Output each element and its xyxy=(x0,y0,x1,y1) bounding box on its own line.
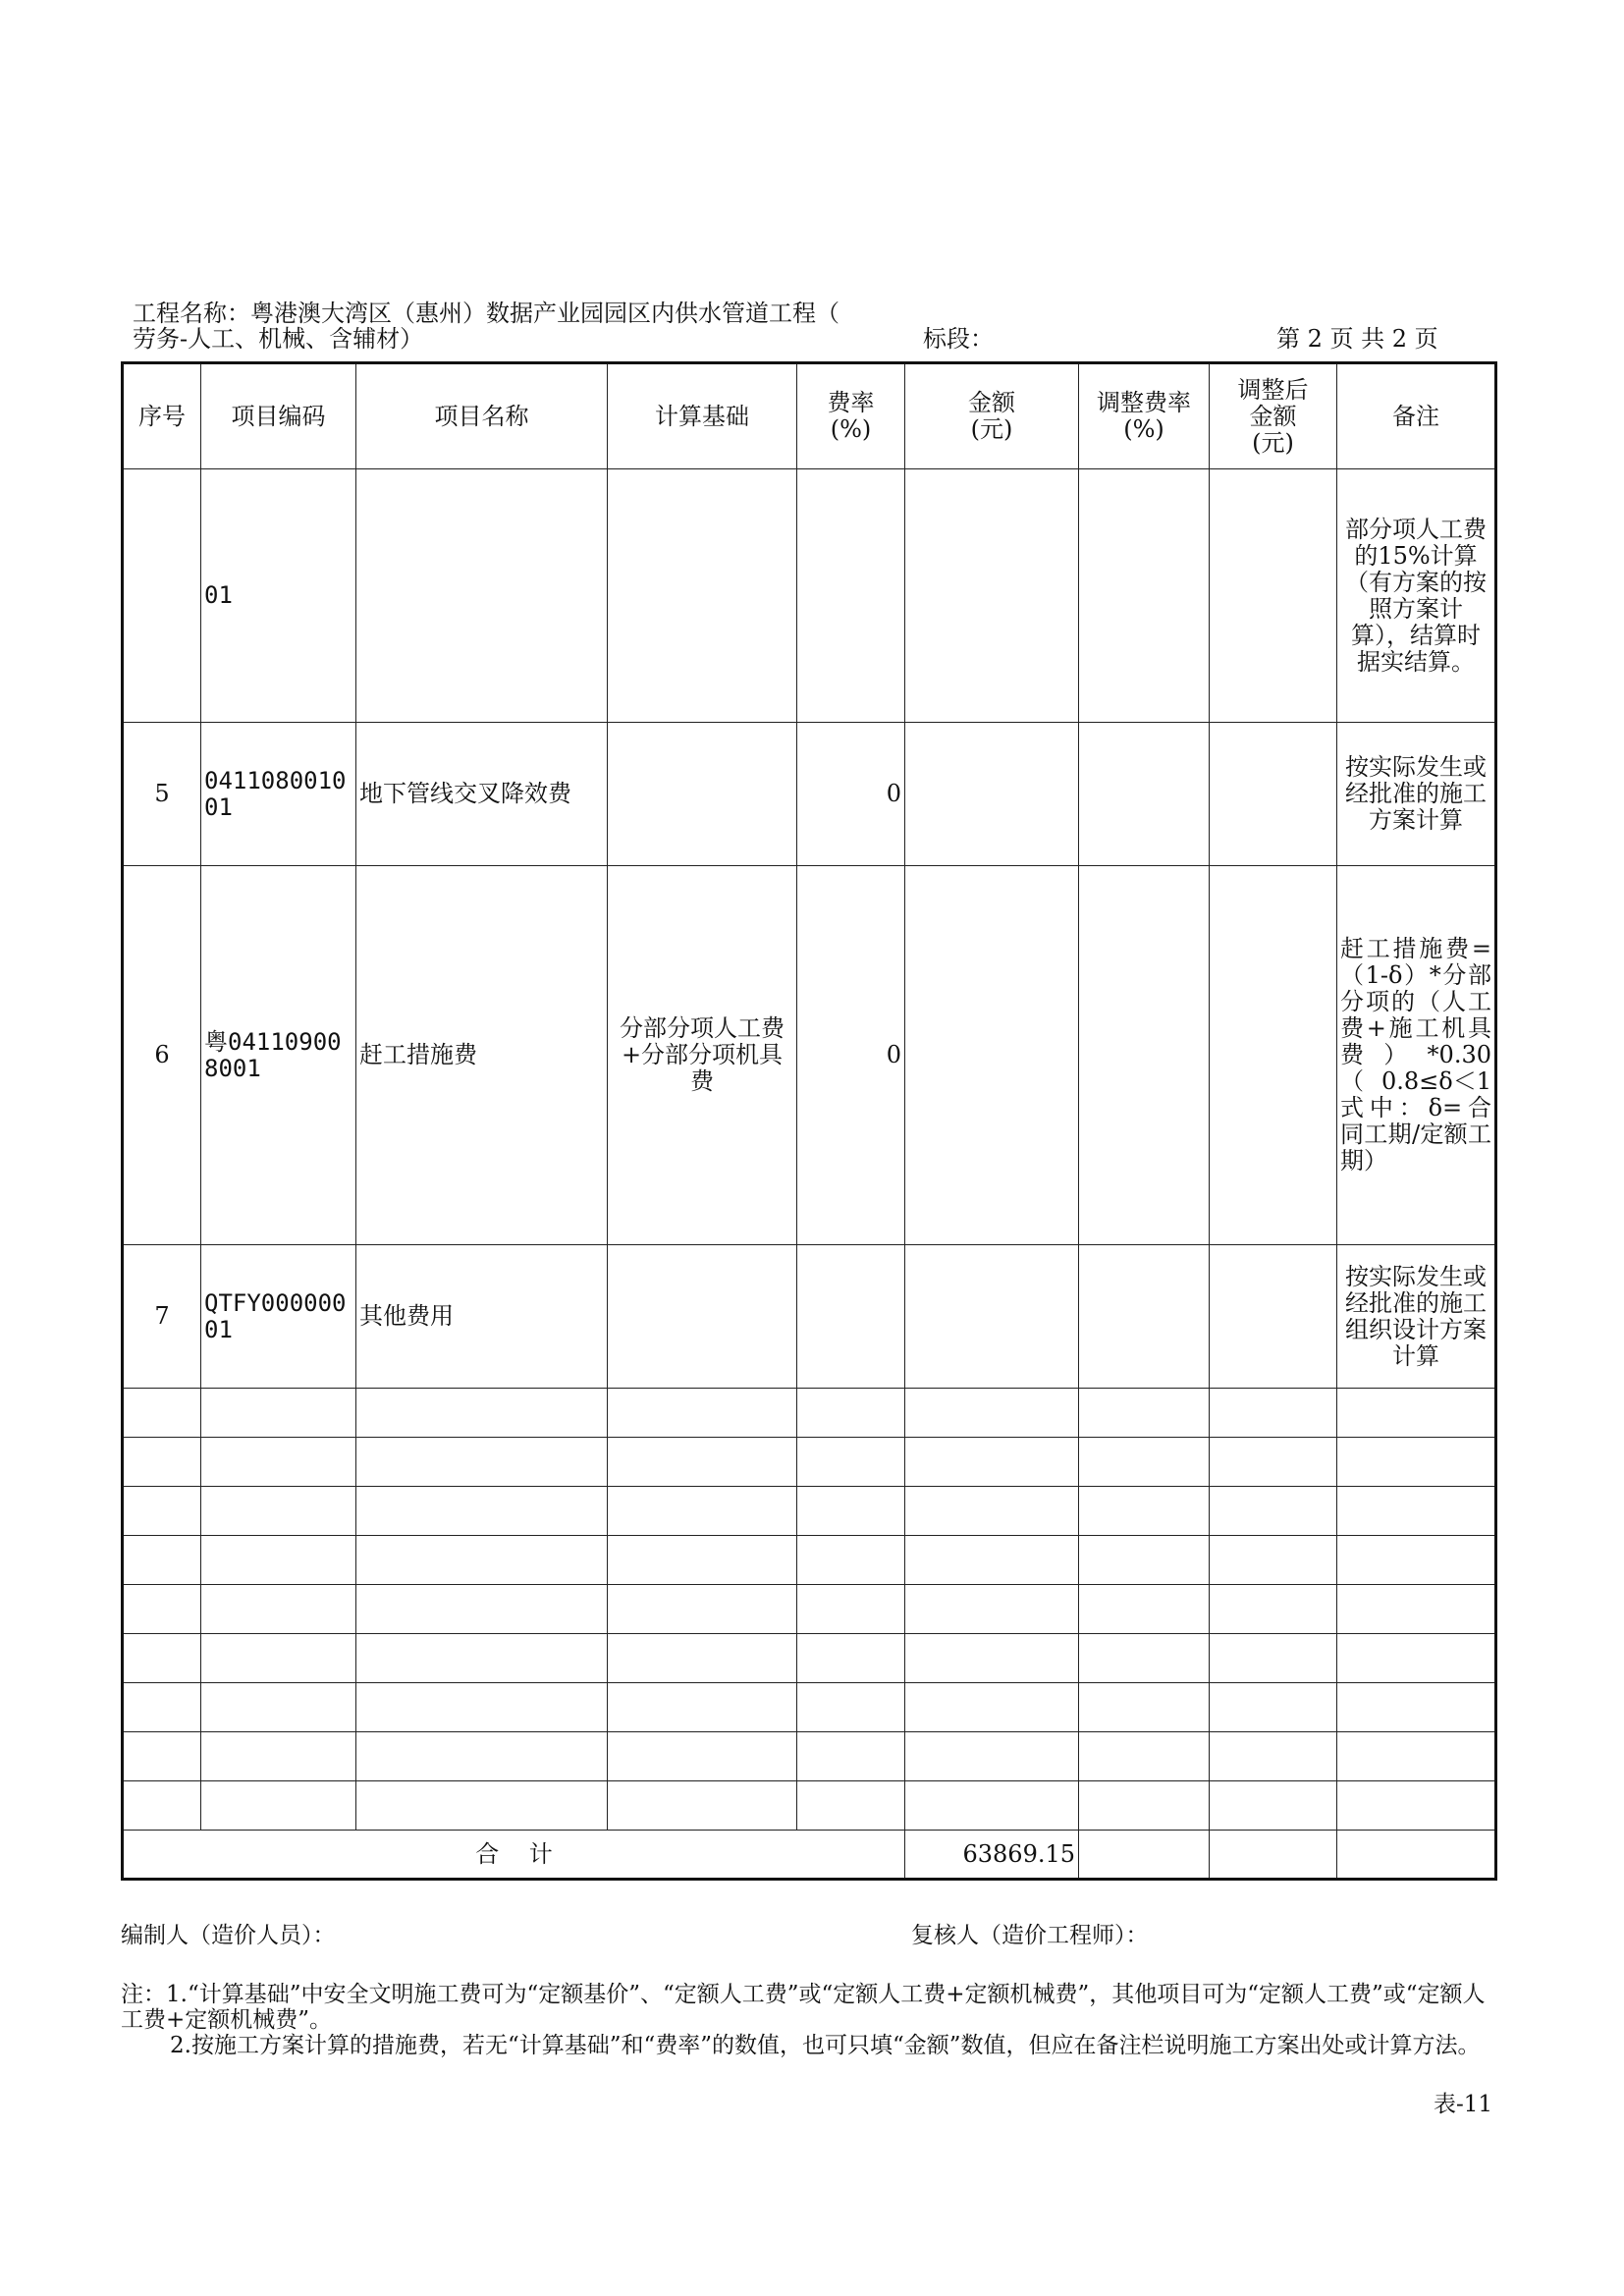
cell-basis xyxy=(608,1245,797,1389)
cell-rate xyxy=(797,469,905,723)
cell-remark: 按实际发生或经批准的施工方案计算 xyxy=(1337,723,1496,866)
table-header-row xyxy=(123,363,1496,469)
cell-basis xyxy=(608,723,797,866)
empty-row xyxy=(123,1781,1496,1831)
empty-row xyxy=(123,1585,1496,1634)
empty-row xyxy=(123,1683,1496,1732)
cell-adj-amount xyxy=(1210,866,1337,1245)
col-header-seq: 序号 xyxy=(123,363,201,469)
empty-row xyxy=(123,1634,1496,1683)
col-header-adj-amount: 调整后 金额 (元) xyxy=(1210,363,1337,469)
table-row xyxy=(123,1245,1496,1389)
cell-name: 地下管线交叉降效费 xyxy=(356,723,608,866)
cell-rate: 0 xyxy=(797,866,905,1245)
empty-row xyxy=(123,1389,1496,1438)
cell-adj-amount xyxy=(1210,1245,1337,1389)
table-number: 表-11 xyxy=(1434,2092,1493,2117)
cell-name xyxy=(356,469,608,723)
cell-code: QTFY00000001 xyxy=(201,1245,356,1389)
note-line-2: 2.按施工方案计算的措施费，若无“计算基础”和“费率”的数值，也可只填“金额”数值，但应在备注栏说明施工方案出处或计算方法。 xyxy=(170,2033,1481,2058)
measures-fee-table xyxy=(121,361,1497,1881)
project-title-line-2: 劳务-人工、机械、含辅材） xyxy=(133,325,424,353)
cell-seq: 7 xyxy=(123,1245,201,1389)
cell-adj-rate xyxy=(1079,469,1210,723)
cell-remark: 按实际发生或经批准的施工组织设计方案计算 xyxy=(1337,1245,1496,1389)
cell-adj-rate xyxy=(1079,1245,1210,1389)
table-row xyxy=(123,723,1496,866)
note-line-1: 注：1.“计算基础”中安全文明施工费可为“定额基价”、“定额人工费”或“定额人工费+定额机械费”，其他项目可为“定额人工费”或“定额人工费+定额机械费”。 xyxy=(121,1982,1486,2033)
total-row xyxy=(123,1831,1496,1880)
cell-name: 赶工措施费 xyxy=(356,866,608,1245)
cell-amount xyxy=(905,866,1079,1245)
project-title-line-1: 工程名称：粤港澳大湾区（惠州）数据产业园园区内供水管道工程（ xyxy=(133,300,839,327)
col-header-name: 项目名称 xyxy=(356,363,608,469)
cell-basis: 分部分项人工费+分部分项机具费 xyxy=(608,866,797,1245)
cell-seq: 6 xyxy=(123,866,201,1245)
cell-amount xyxy=(905,1245,1079,1389)
total-amount: 63869.15 xyxy=(905,1831,1079,1880)
cell-adj-rate xyxy=(1079,723,1210,866)
page-indicator: 第 2 页 共 2 页 xyxy=(1276,325,1438,353)
empty-row xyxy=(123,1487,1496,1536)
note-block xyxy=(121,1982,1495,2058)
cell-code: 01 xyxy=(201,469,356,723)
cell-rate xyxy=(797,1245,905,1389)
cell-remark: 赶工措施费=（1-δ）*分部分项的（人工费+施工机具费）*0.30 （0.8≤δ＜1 式中：δ=合同工期/定额工期） xyxy=(1337,866,1496,1245)
col-header-remark: 备注 xyxy=(1337,363,1496,469)
cell-amount xyxy=(905,723,1079,866)
cell-adj-amount xyxy=(1210,723,1337,866)
preparer-label: 编制人（造价人员）： xyxy=(121,1923,336,1948)
cell-code: 粤041109008001 xyxy=(201,866,356,1245)
col-header-rate: 费率 (%) xyxy=(797,363,905,469)
empty-row xyxy=(123,1732,1496,1781)
col-header-basis: 计算基础 xyxy=(608,363,797,469)
col-header-code: 项目编码 xyxy=(201,363,356,469)
cell-seq xyxy=(123,469,201,723)
empty-row xyxy=(123,1536,1496,1585)
table-row xyxy=(123,866,1496,1245)
cell-name: 其他费用 xyxy=(356,1245,608,1389)
cell-seq: 5 xyxy=(123,723,201,866)
section-label: 标段： xyxy=(923,325,994,353)
cell-rate: 0 xyxy=(797,723,905,866)
empty-row xyxy=(123,1438,1496,1487)
col-header-amount: 金额 (元) xyxy=(905,363,1079,469)
col-header-adj-rate: 调整费率 (%) xyxy=(1079,363,1210,469)
cell-adj-amount xyxy=(1210,469,1337,723)
total-label: 合 计 xyxy=(123,1831,905,1880)
cell-code: 041108001001 xyxy=(201,723,356,866)
cell-remark: 部分项人工费的15%计算（有方案的按照方案计算），结算时据实结算。 xyxy=(1337,469,1496,723)
cell-adj-rate xyxy=(1079,866,1210,1245)
table-row xyxy=(123,469,1496,723)
cell-basis xyxy=(608,469,797,723)
reviewer-label: 复核人（造价工程师）： xyxy=(911,1923,1149,1948)
cell-amount xyxy=(905,469,1079,723)
